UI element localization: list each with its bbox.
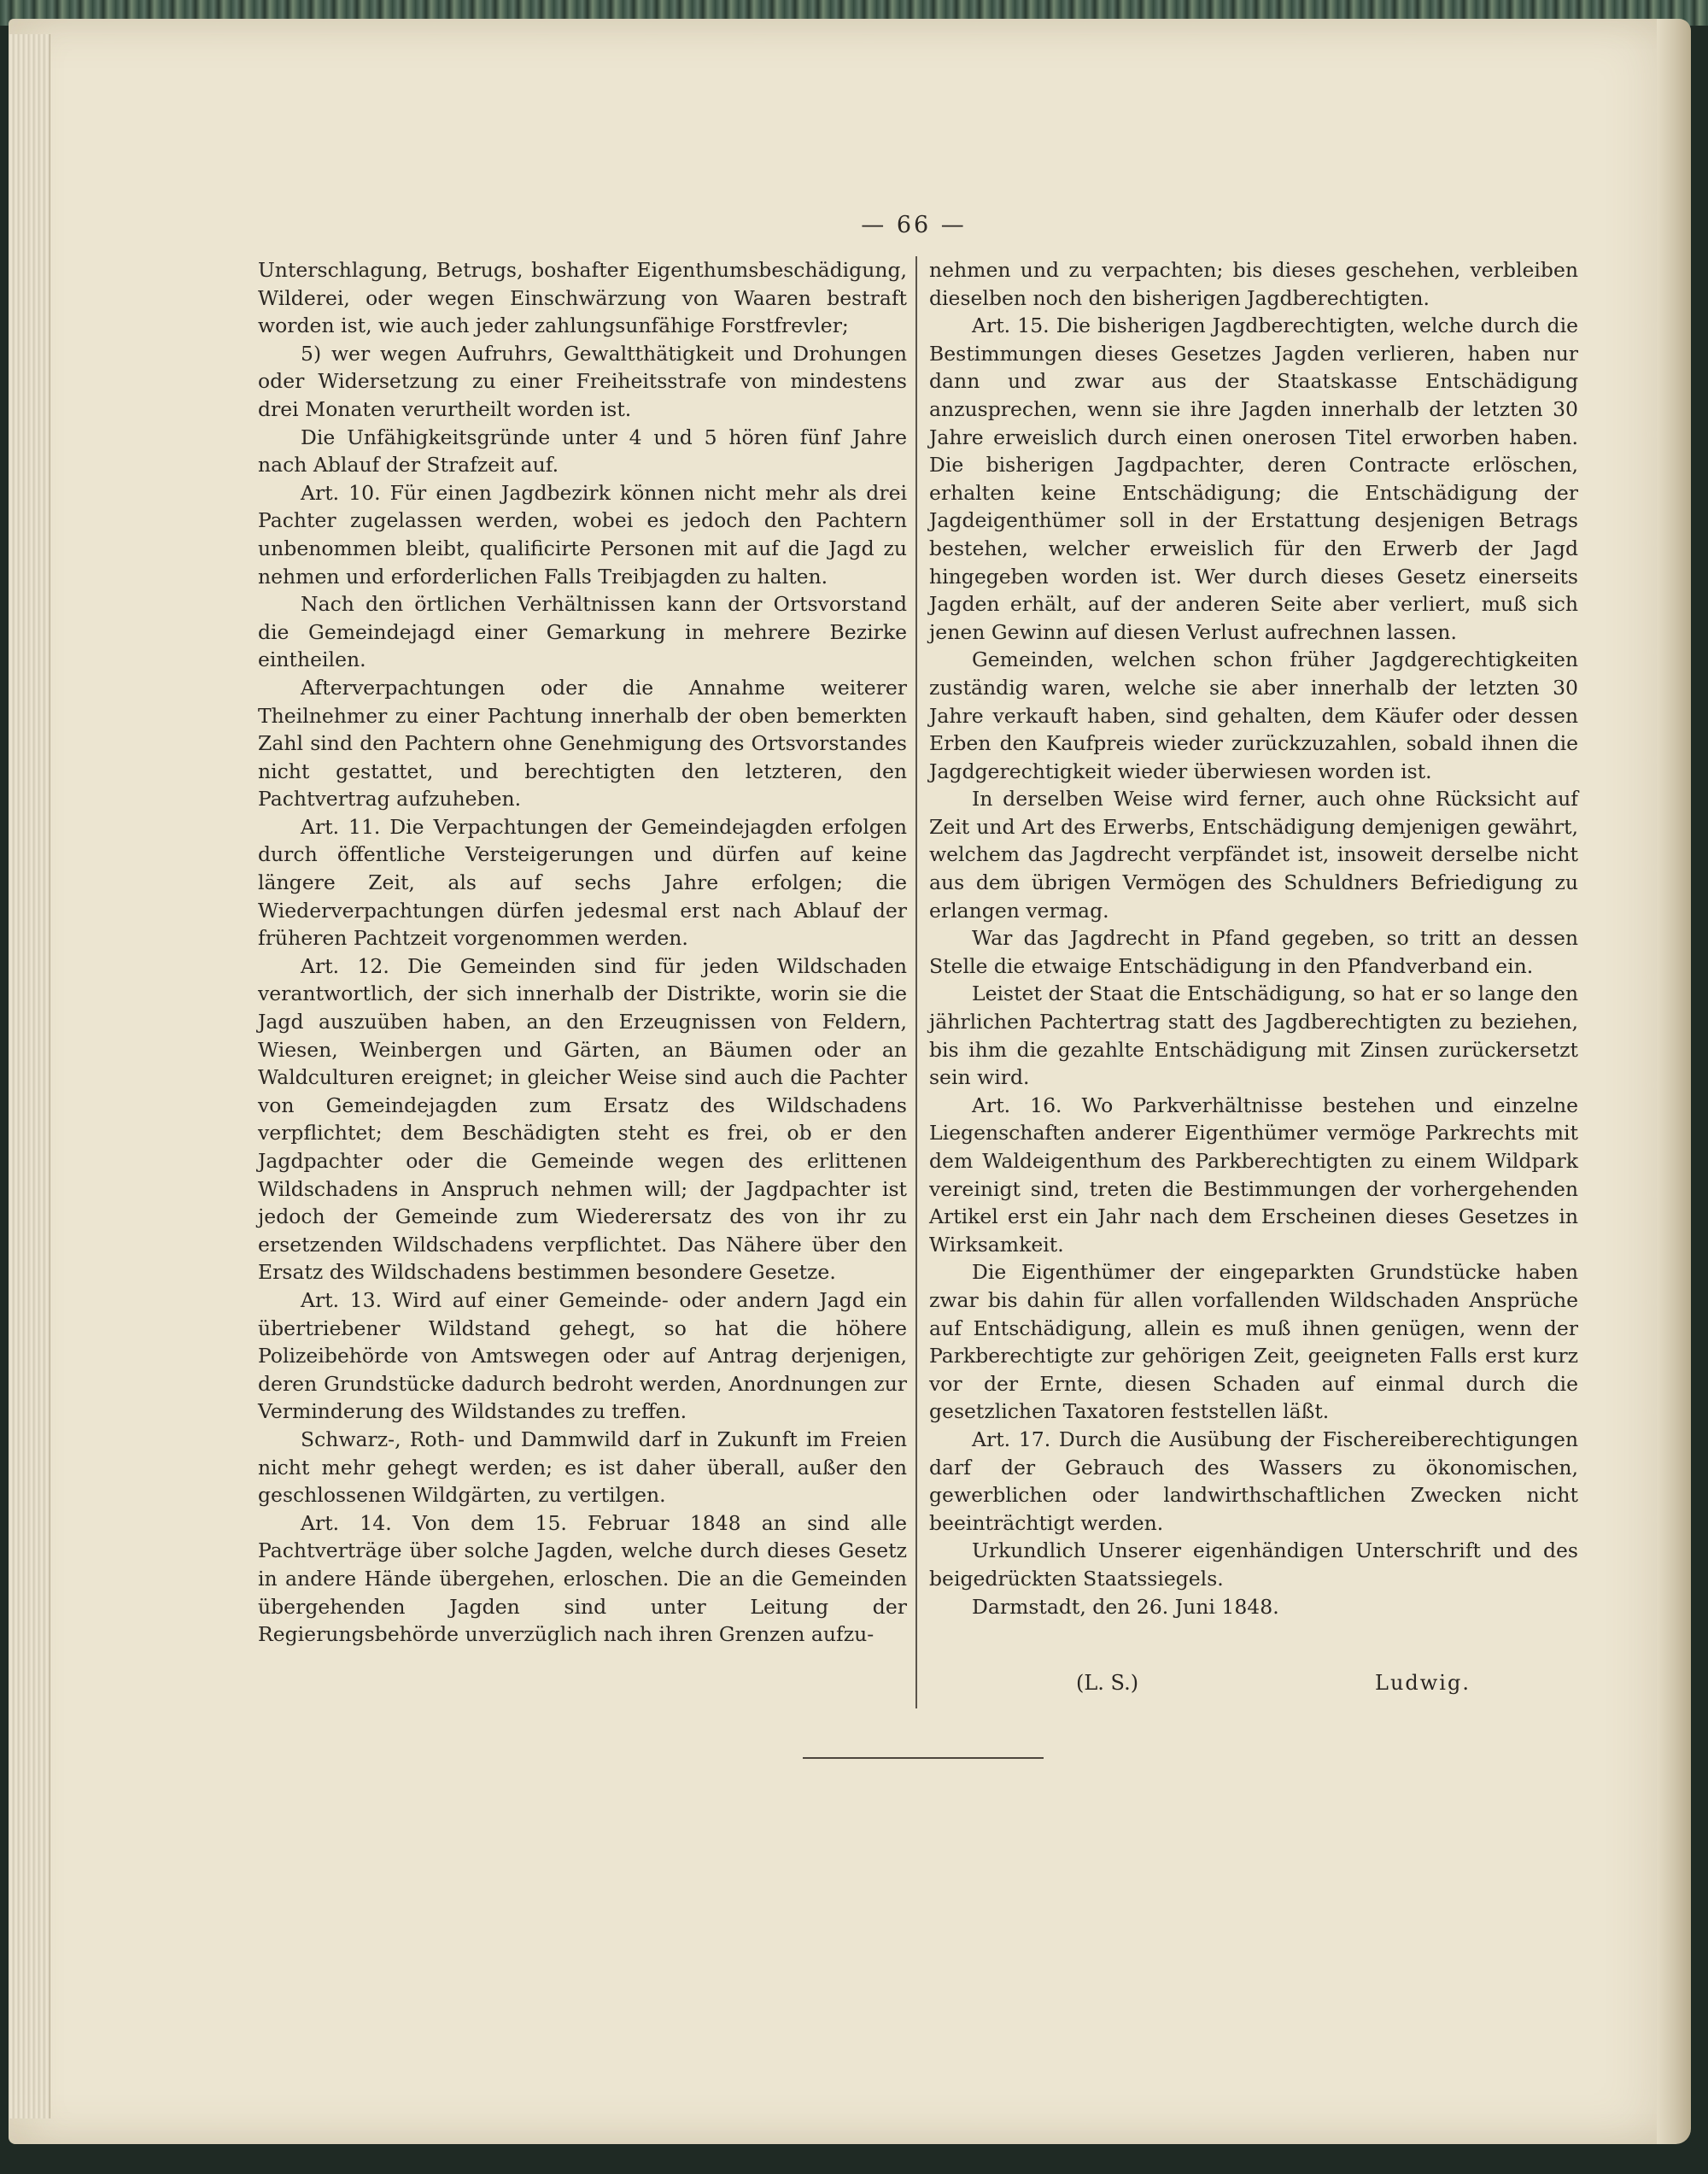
page-number: — 66 —: [861, 212, 967, 238]
paragraph-art-11: Art. 11. Die Verpachtungen der Gemeindejagden erfolgen durch öffentliche Versteigerungen und dürfen auf keine längere Zeit, als auf sechs Jahre erfolgen; die Wiederverpachtungen dürfen jedesmal erst nach Ablauf der früheren Pachtzeit vorgenommen werden.: [258, 814, 907, 951]
place-date: Darmstadt, den 26. Juni 1848.: [972, 1594, 1279, 1619]
paragraph-art-10: Art. 10. Für einen Jagdbezirk können nicht mehr als drei Pachter zugelassen werden, wobei es jedoch den Pachtern unbenommen bleibt, qualificirte Personen mit auf die Jagd zu nehmen und erforderlichen Falls Treibjagden zu halten.: [258, 480, 907, 589]
paragraph: Gemeinden, welchen schon früher Jagdgerechtigkeiten zuständig waren, welche sie aber innerhalb der letzten 30 Jahre verkauft haben, sind gehalten, dem Käufer oder dessen Erben den Kaufpreis wieder zurückzuzahlen, sobald ihnen die Jagdgerechtigkeit wieder überwiesen worden ist.: [929, 648, 1578, 783]
paragraph: In derselben Weise wird ferner, auch ohne Rücksicht auf Zeit und Art des Erwerbs, Entschädigung demjenigen gewährt, welchem das Jagdrecht verpfändet ist, insoweit derselbe nicht aus dem übrigen Vermögen des Schuldners Befriedigung zu erlangen vermag.: [929, 787, 1578, 923]
paragraph: War das Jagdrecht in Pfand gegeben, so tritt an dessen Stelle die etwaige Entschädigung in den Pfandverband ein.: [929, 926, 1578, 978]
paragraph-art-12: Art. 12. Die Gemeinden sind für jeden Wildschaden verantwortlich, der sich innerhalb der Distrikte, worin sie die Jagd auszuüben haben, an den Erzeugnissen von Feldern, Wiesen, Weinbergen und Gärten, an Bäumen oder an Waldculturen ereignet; in gleicher Weise sind auch die Pachter von Gemeindejagden zum Ersatz des Wildschadens verpflichtet; dem Beschädigten steht es frei, ob er den Jagdpachter oder die Gemeinde wegen des erlittenen Wildschadens in Anspruch nehmen will; der Jagdpachter ist jedoch der Gemeinde zum Wiederersatz des von ihr zu ersetzenden Wildschadens verpflichtet. Das Nähere über den Ersatz des Wildschadens bestimmen besondere Gesetze.: [258, 953, 907, 1285]
seal-mark: (L. S.): [1076, 1671, 1139, 1695]
paragraph-art-16: Art. 16. Wo Parkverhältnisse bestehen und einzelne Liegenschaften anderer Eigenthümer vermöge Parkrechts mit dem Waldeigenthum des Parkberechtigten zu einem Wildpark vereinigt sind, treten die Bestimmungen der vorhergehenden Artikel erst ein Jahr nach dem Erscheinen dieses Gesetzes in Wirksamkeit.: [929, 1093, 1578, 1257]
paragraph: Unterschlagung, Betrugs, boshafter Eigenthumsbeschädigung, Wilderei, oder wegen Einschwärzung von Waaren bestraft worden ist, wie auch jeder zahlungsunfähige Forstfrevler;: [258, 258, 907, 338]
paragraph-art-13: Art. 13. Wird auf einer Gemeinde- oder andern Jagd ein übertriebener Wildstand gehegt, so hat die höhere Polizeibehörde von Amtswegen oder auf Antrag derjenigen, deren Grundstücke dadurch bedroht werden, Anordnungen zur Verminderung des Wildstandes zu treffen.: [258, 1287, 907, 1424]
left-text-column: [258, 256, 907, 1649]
paragraph-art-14: Art. 14. Von dem 15. Februar 1848 an sind alle Pachtverträge über solche Jagden, welche durch dieses Gesetz in andere Hände übergehen, erloschen. Die an die Gemeinden übergehenden Jagden sind unter Leitung der Regierungsbehörde unverzüglich nach ihren Grenzen aufzu-: [258, 1510, 907, 1647]
paragraph: Die Eigenthümer der eingeparkten Grundstücke haben zwar bis dahin für allen vorfallenden Wildschaden Ansprüche auf Entschädigung, allein es muß ihnen genügen, wenn der Parkberechtigte zur gehörigen Zeit, geeigneten Falls erst kurz vor der Ernte, diesen Schaden auf einmal durch die gesetzlichen Taxatoren feststellen läßt.: [929, 1260, 1578, 1424]
paragraph: Die Unfähigkeitsgründe unter 4 und 5 hören fünf Jahre nach Ablauf der Strafzeit auf.: [258, 425, 907, 478]
paragraph: 5) wer wegen Aufruhrs, Gewaltthätigkeit und Drohungen oder Widersetzung zu einer Freiheitsstrafe von mindestens drei Monaten verurtheilt worden ist.: [258, 341, 907, 421]
paragraph: Afterverpachtungen oder die Annahme weiterer Theilnehmer zu einer Pachtung innerhalb der oben bemerkten Zahl sind den Pachtern ohne Genehmigung des Ortsvorstandes nicht gestattet, und berechtigten den letzteren, den Pachtvertrag aufzuheben.: [258, 675, 907, 812]
paragraph: Nach den örtlichen Verhältnissen kann der Ortsvorstand die Gemeindejagd einer Gemarkung in mehrere Bezirke eintheilen.: [258, 592, 907, 672]
paragraph-art-17: Art. 17. Durch die Ausübung der Fischereiberechtigungen darf der Gebrauch des Wassers zu ökonomischen, gewerblichen oder landwirthschaftlichen Zwecken nicht beeinträchtigt werden.: [929, 1427, 1578, 1535]
paragraph: nehmen und zu verpachten; bis dieses geschehen, verbleiben dieselben noch den bisherigen Jagdberechtigten.: [929, 258, 1578, 310]
paragraph: Leistet der Staat die Entschädigung, so hat er so lange den jährlichen Pachtertrag statt des Jagdberechtigten zu beziehen, bis ihm die gezahlte Entschädigung mit Zinsen zurückersetzt sein wird.: [929, 982, 1578, 1090]
end-rule: [803, 1757, 1044, 1759]
paragraph-art-15: Art. 15. Die bisherigen Jagdberechtigten, welche durch die Bestimmungen dieses Gesetzes Jagden verlieren, haben nur dann und zwar aus der Staatskasse Entschädigung anzusprechen, wenn sie ihre Jagden innerhalb der letzten 30 Jahre erweislich durch einen onerosen Titel erworben haben. Die bisherigen Jagdpachter, deren Contracte erlöschen, erhalten keine Entschädigung; die Entschädigung der Jagdeigenthümer soll in der Erstattung desjenigen Betrags bestehen, welcher erweislich für den Erwerb der Jagd hingegeben worden ist. Wer durch dieses Gesetz einerseits Jagden erhält, auf der anderen Seite aber verliert, muß sich jenen Gewinn auf diesen Verlust aufrechnen lassen.: [929, 314, 1578, 644]
column-divider: [915, 256, 917, 1708]
page-edge-stack: [9, 34, 50, 2118]
signatory-name: Ludwig.: [1375, 1671, 1471, 1695]
paragraph-attestation: Urkundlich Unserer eigenhändigen Unterschrift und des beigedrückten Staatssiegels.: [929, 1538, 1578, 1591]
paragraph: Schwarz-, Roth- und Dammwild darf in Zukunft im Freien nicht mehr gehegt werden; es ist daher überall, außer den geschlossenen Wildgärten, zu vertilgen.: [258, 1427, 907, 1508]
right-text-column: [929, 256, 1578, 1620]
page-gutter-shadow: [1657, 19, 1691, 2144]
